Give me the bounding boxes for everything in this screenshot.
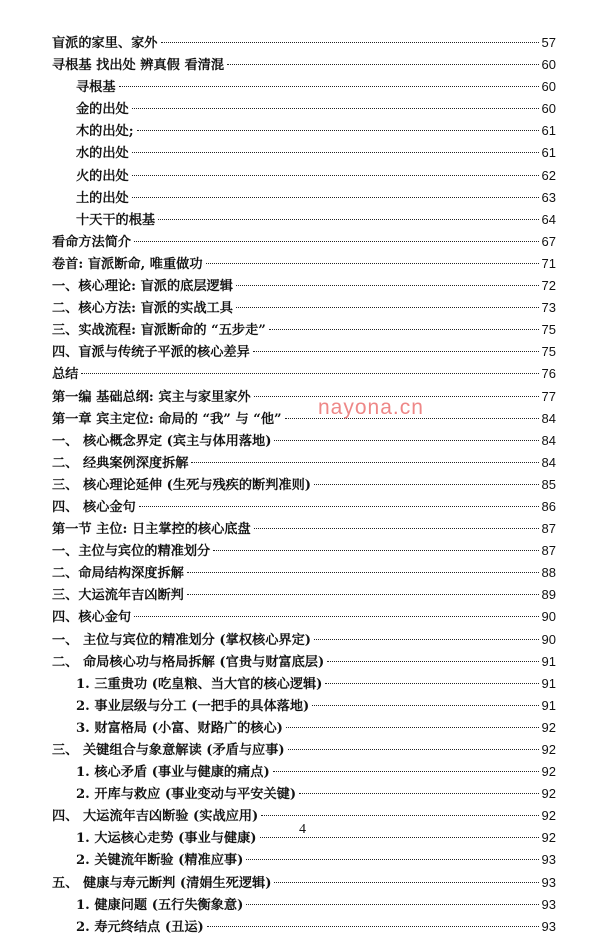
- toc-entry[interactable]: [52, 187, 556, 209]
- toc-entry[interactable]: [52, 98, 556, 120]
- toc-entry[interactable]: [52, 695, 556, 717]
- toc-entry-title: 三、实战流程: 盲派断命的 “五步走”: [52, 323, 266, 339]
- dot-leader: [254, 528, 539, 529]
- toc-entry[interactable]: [52, 341, 556, 363]
- toc-entry[interactable]: [52, 165, 556, 187]
- dot-leader: [137, 130, 539, 131]
- toc-entry[interactable]: [52, 916, 556, 938]
- toc-entry[interactable]: [52, 474, 556, 496]
- toc-entry-title: 四、盲派与传统子平派的核心差异: [52, 345, 250, 361]
- toc-entry-title: 总结: [52, 367, 79, 383]
- toc-entry[interactable]: [52, 54, 556, 76]
- toc-entry-page: 85: [541, 476, 556, 492]
- toc-entry-title: 1. 三重贵功 (吃皇粮、当大官的核心逻辑): [76, 676, 323, 692]
- toc-entry-page: 92: [541, 808, 556, 824]
- dot-leader: [236, 285, 539, 286]
- dot-leader: [132, 108, 539, 109]
- dot-leader: [246, 904, 538, 905]
- toc-entry-page: 90: [541, 631, 556, 647]
- dot-leader: [119, 86, 539, 87]
- dot-leader: [288, 749, 539, 750]
- toc-entry-page: 93: [541, 852, 556, 868]
- toc-entry-title: 水的出处: [76, 146, 129, 162]
- dot-leader: [81, 373, 538, 374]
- toc-entry[interactable]: [52, 629, 556, 651]
- toc-entry[interactable]: [52, 717, 556, 739]
- toc-entry-page: 91: [541, 653, 556, 669]
- dot-leader: [253, 351, 539, 352]
- toc-entry-title: 金的出处: [76, 102, 129, 118]
- toc-entry-title: 三、 核心理论延伸 (生死与残疾的断判准则): [52, 477, 312, 493]
- toc-entry-page: 84: [541, 410, 556, 426]
- toc-entry-title: 第一编 基础总纲: 宾主与家里家外: [52, 389, 251, 405]
- toc-entry-page: 87: [541, 543, 556, 559]
- toc-entry-page: 75: [541, 322, 556, 338]
- toc-entry[interactable]: [52, 363, 556, 385]
- dot-leader: [246, 859, 538, 860]
- toc-entry-page: 61: [541, 145, 556, 161]
- toc-entry-page: 72: [541, 278, 556, 294]
- dot-leader: [325, 683, 538, 684]
- toc-entry-page: 92: [541, 764, 556, 780]
- toc-entry-title: 木的出处;: [76, 124, 134, 140]
- dot-leader: [139, 506, 539, 507]
- toc-entry[interactable]: [52, 651, 556, 673]
- toc-entry-page: 93: [541, 896, 556, 912]
- toc-entry-page: 77: [541, 388, 556, 404]
- toc-entry[interactable]: [52, 32, 556, 54]
- toc-entry[interactable]: [52, 894, 556, 916]
- toc-entry-page: 75: [541, 344, 556, 360]
- dot-leader: [261, 815, 538, 816]
- toc-entry-title: 火的出处: [76, 168, 129, 184]
- dot-leader: [236, 307, 539, 308]
- toc-entry-page: 67: [541, 233, 556, 249]
- toc-entry-title: 1. 大运核心走势 (事业与健康): [76, 831, 257, 847]
- dot-leader: [158, 219, 538, 220]
- dot-leader: [274, 882, 538, 883]
- dot-leader: [286, 727, 539, 728]
- dot-leader: [132, 175, 539, 176]
- table-of-contents: [52, 32, 556, 938]
- toc-entry-title: 2. 关键流年断验 (精准应事): [76, 853, 244, 869]
- toc-entry-title: 寻根基 找出处 辨真假 看清混: [52, 58, 225, 74]
- toc-entry[interactable]: [52, 76, 556, 98]
- toc-entry-page: 92: [541, 742, 556, 757]
- toc-entry[interactable]: [52, 386, 556, 408]
- toc-entry-title: 二、核心方法: 盲派的实战工具: [52, 301, 233, 317]
- dot-leader: [274, 440, 538, 441]
- toc-entry[interactable]: [52, 209, 556, 231]
- dot-leader: [269, 329, 539, 330]
- toc-entry-title: 2. 寿元终结点 (丑运): [76, 919, 204, 935]
- toc-entry-title: 二、命局结构深度拆解: [52, 566, 184, 582]
- dot-leader: [161, 42, 539, 43]
- dot-leader: [213, 550, 538, 551]
- toc-entry-page: 90: [541, 609, 556, 625]
- toc-entry[interactable]: [52, 253, 556, 275]
- toc-entry-page: 86: [541, 498, 556, 514]
- toc-entry-title: 看命方法简介: [52, 234, 132, 250]
- toc-entry[interactable]: [52, 319, 556, 341]
- toc-entry[interactable]: [52, 496, 556, 518]
- dot-leader: [314, 484, 538, 485]
- toc-entry-page: 60: [541, 57, 556, 73]
- toc-entry[interactable]: [52, 606, 556, 628]
- toc-entry-title: 十天干的根基: [76, 212, 156, 228]
- toc-entry-title: 1. 健康问题 (五行失衡象意): [76, 897, 244, 913]
- toc-entry-page: 63: [541, 189, 556, 205]
- page-number: 4: [299, 822, 306, 837]
- toc-entry-title: 三、 关键组合与象意解读 (矛盾与应事): [52, 743, 285, 758]
- toc-entry[interactable]: [52, 518, 556, 540]
- dot-leader: [134, 616, 538, 617]
- dot-leader: [299, 793, 538, 794]
- toc-entry-page: 73: [541, 300, 556, 316]
- toc-entry-title: 五、 健康与寿元断判 (清娟生死逻辑): [52, 875, 272, 891]
- toc-entry[interactable]: [52, 673, 556, 695]
- toc-entry[interactable]: [52, 739, 556, 761]
- toc-entry-title: 二、 命局核心功与格局拆解 (官贵与财富底层): [52, 654, 325, 670]
- toc-entry-title: 1. 核心矛盾 (事业与健康的痛点): [76, 765, 270, 781]
- dot-leader: [132, 197, 539, 198]
- dot-leader: [207, 926, 539, 927]
- toc-entry[interactable]: [52, 452, 556, 474]
- toc-entry-page: 91: [541, 697, 556, 713]
- toc-entry-page: 84: [541, 454, 556, 470]
- dot-leader: [312, 705, 538, 706]
- toc-entry[interactable]: [52, 231, 556, 253]
- toc-entry[interactable]: [52, 142, 556, 164]
- toc-entry[interactable]: [52, 584, 556, 606]
- toc-entry-page: 93: [541, 918, 556, 934]
- toc-entry[interactable]: [52, 872, 556, 894]
- toc-entry-page: 93: [541, 874, 556, 890]
- toc-entry-title: 四、核心金句: [52, 610, 132, 626]
- toc-entry-page: 60: [541, 101, 556, 117]
- toc-entry-title: 一、主位与宾位的精准划分: [52, 544, 211, 560]
- dot-leader: [327, 661, 538, 662]
- dot-leader: [314, 639, 538, 640]
- toc-entry-title: 卷首: 盲派断命, 唯重做功: [52, 256, 203, 272]
- toc-entry-title: 2. 事业层级与分工 (一把手的具体落地): [76, 698, 310, 714]
- toc-entry-page: 76: [541, 366, 556, 382]
- toc-entry[interactable]: [52, 408, 556, 430]
- toc-entry-title: 第一章 宾主定位: 命局的 “我” 与 “他”: [52, 411, 282, 427]
- toc-entry-title: 三、大运流年吉凶断判: [52, 588, 184, 604]
- toc-entry-title: 2. 开库与救应 (事业变动与平安关键): [76, 787, 297, 803]
- toc-entry-page: 64: [541, 211, 556, 227]
- dot-leader: [132, 152, 539, 153]
- dot-leader: [134, 241, 538, 242]
- toc-entry[interactable]: [52, 275, 556, 297]
- dot-leader: [191, 462, 538, 463]
- toc-entry-page: 89: [541, 587, 556, 603]
- toc-entry[interactable]: [52, 297, 556, 319]
- toc-entry[interactable]: [52, 540, 556, 562]
- toc-entry-page: 84: [541, 432, 556, 448]
- toc-entry-page: 92: [541, 830, 556, 846]
- toc-entry-page: 71: [541, 255, 556, 271]
- toc-entry-title: 土的出处: [76, 190, 129, 206]
- toc-entry[interactable]: [52, 761, 556, 783]
- toc-entry-page: 92: [541, 786, 556, 802]
- dot-leader: [206, 263, 539, 264]
- toc-entry-page: 87: [541, 521, 556, 537]
- dot-leader: [273, 771, 539, 772]
- toc-entry-page: 62: [541, 167, 556, 183]
- toc-entry[interactable]: [52, 430, 556, 452]
- dot-leader: [187, 572, 539, 573]
- toc-entry-page: 57: [541, 35, 556, 50]
- toc-entry[interactable]: [52, 562, 556, 584]
- toc-entry[interactable]: [52, 120, 556, 142]
- toc-entry-title: 盲派的家里、家外: [52, 36, 158, 51]
- toc-entry-title: 第一节 主位: 日主掌控的核心底盘: [52, 522, 251, 538]
- toc-entry-title: 3. 财富格局 (小富、财路广的核心): [76, 720, 283, 736]
- toc-entry-title: 寻根基: [76, 80, 116, 96]
- watermark: nayona.cn: [318, 396, 424, 419]
- toc-entry-page: 92: [541, 719, 556, 735]
- toc-entry-page: 60: [541, 79, 556, 95]
- toc-entry[interactable]: [52, 849, 556, 871]
- toc-entry[interactable]: [52, 783, 556, 805]
- toc-entry-title: 二、 经典案例深度拆解: [52, 455, 189, 471]
- toc-entry-page: 91: [541, 675, 556, 691]
- toc-entry-title: 一、 主位与宾位的精准划分 (掌权核心界定): [52, 632, 312, 648]
- toc-entry-page: 88: [541, 565, 556, 581]
- dot-leader: [227, 64, 539, 65]
- dot-leader: [187, 594, 539, 595]
- toc-entry-title: 四、 核心金句: [52, 499, 136, 515]
- toc-entry-page: 61: [541, 123, 556, 139]
- toc-entry-title: 一、核心理论: 盲派的底层逻辑: [52, 279, 233, 295]
- toc-entry-title: 一、 核心概念界定 (宾主与体用落地): [52, 433, 272, 449]
- toc-entry-title: 四、 大运流年吉凶断验 (实战应用): [52, 809, 259, 825]
